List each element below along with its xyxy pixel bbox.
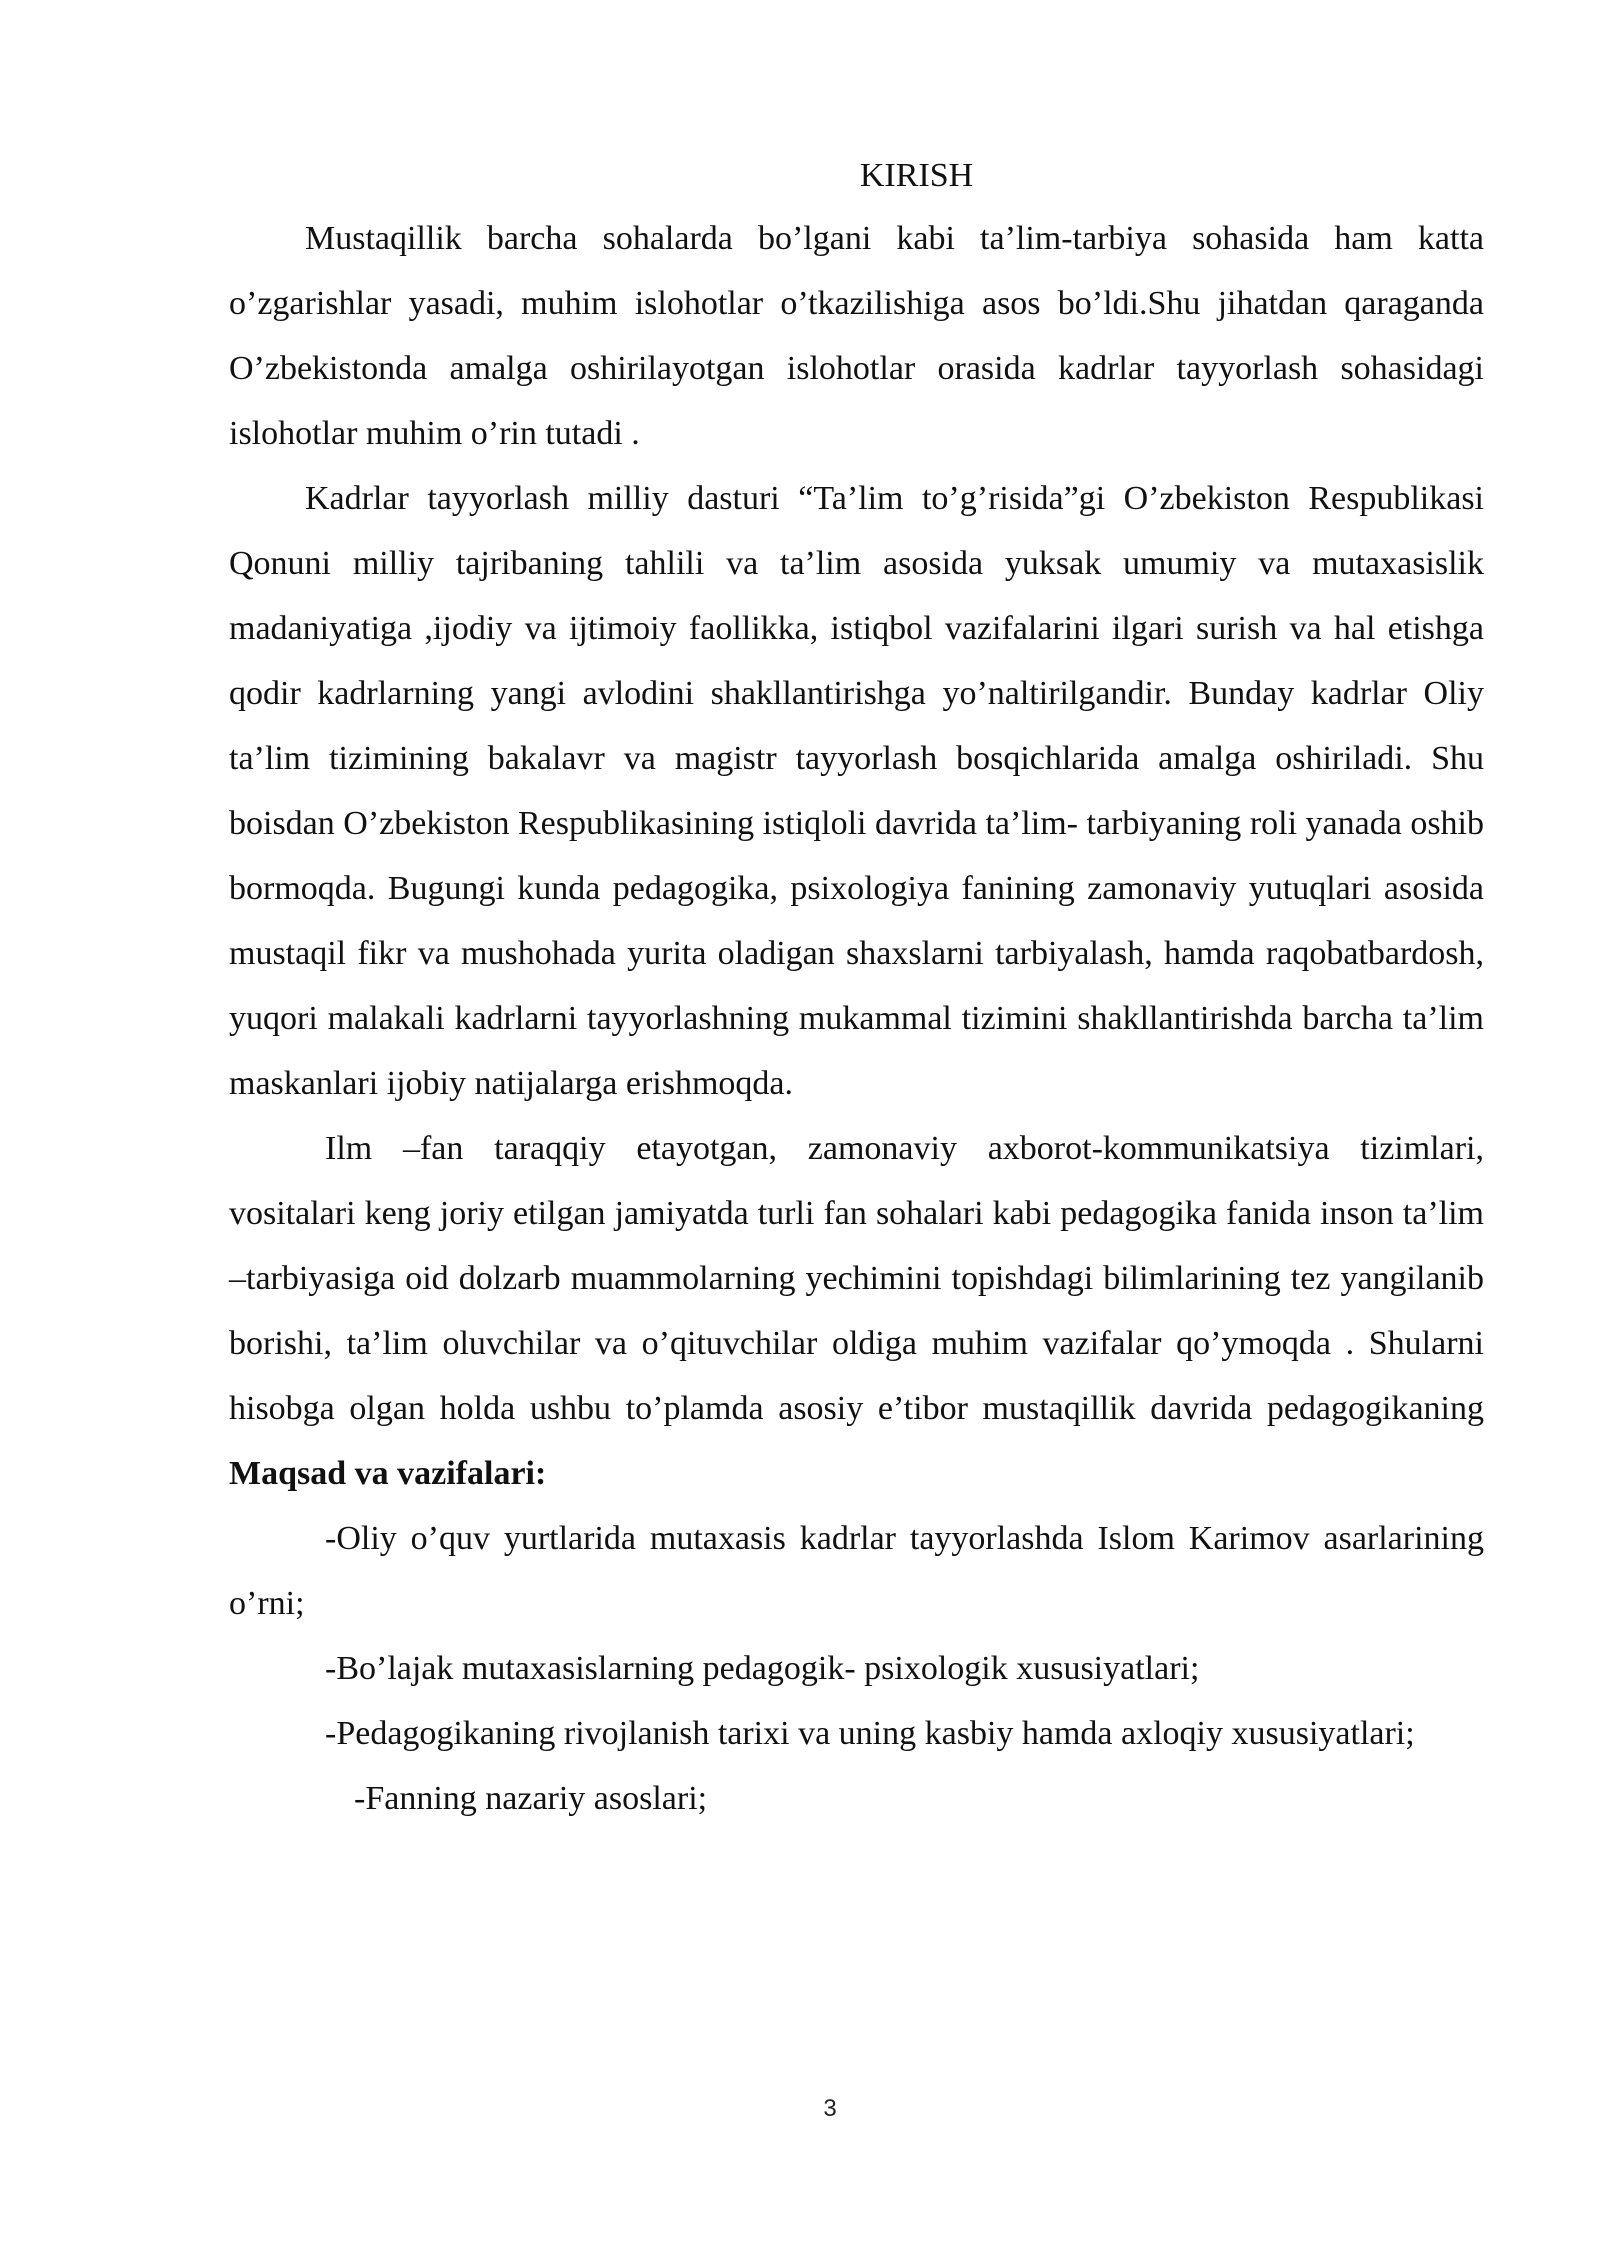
page-number: 3 <box>823 2095 837 2122</box>
paragraph-science <box>229 1116 1484 1506</box>
list-item: -Pedagogikaning rivojlanish tarixi va uning kasbiy hamda axloqiy xususiyatlari; <box>325 1715 1415 1752</box>
document-body <box>229 146 1484 1831</box>
paragraph-intro: Mustaqillik barcha sohalarda bo’lgani kabi ta’lim-tarbiya sohasida ham katta o’zgarishlar yasadi, muhim islohotlar o’tkazilishiga asos bo’ldi.Shu jihatdan qaraganda O’zbekistonda amalga oshirilayotgan islohotlar orasida kadrlar tayyorlash sohasidagi islohotlar muhim o’rin tutadi . <box>229 220 1484 452</box>
list-item: -Oliy o’quv yurtlarida mutaxasis kadrlar tayyorlashda Islom Karimov asarlarining o’rni; <box>229 1520 1484 1622</box>
page-title: KIRISH <box>859 157 974 194</box>
list-item: -Fanning nazariy asoslari; <box>354 1780 708 1817</box>
paragraph-science-text: Ilm –fan taraqqiy etayotgan, zamonaviy axborot-kommunikatsiya tizimlari, vositalari keng joriy etilgan jamiyatda turli fan sohalari kabi pedagogika fanida inson ta’lim –tarbiyasiga oid dolzarb muammolarning yechimini topishdagi bilimlarining tez yangilanib borishi, ta’lim oluvchilar va o’qituvchilar oldiga muhim vazifalar qo’ymoqda . Shularni hisobga olgan holda ushbu to’plamda asosiy e’tibor mustaqillik davrida pedagogikaning <box>229 1130 1484 1427</box>
paragraph-program: Kadrlar tayyorlash milliy dasturi “Ta’lim to’g’risida”gi O’zbekiston Respublikasi Qonuni milliy tajribaning tahlili va ta’lim asosida yuksak umumiy va mutaxasislik madaniyatiga ,ijodiy va ijtimoiy faollikka, istiqbol vazifalarini ilgari surish va hal etishga qodir kadrlarning yangi avlodini shakllantirishga yo’naltirilgandir. Bunday kadrlar Oliy ta’lim tizimining bakalavr va magistr tayyorlash bosqichlarida amalga oshiriladi. Shu boisdan O’zbekiston Respublikasining istiqloli davrida ta’lim- tarbiyaning roli yanada oshib bormoqda. Bugungi kunda pedagogika, psixologiya fanining zamonaviy yutuqlari asosida mustaqil fikr va mushohada yurita oladigan shaxslarni tarbiyalash, hamda raqobatbardosh, yuqori malakali kadrlarni tayyorlashning mukammal tizimini shakllantirishda barcha ta’lim maskanlari ijobiy natijalarga erishmoqda. <box>229 480 1484 1102</box>
goals-heading: Maqsad va vazifalari: <box>229 1455 547 1492</box>
list-item: -Bo’lajak mutaxasislarning pedagogik- psixologik xususiyatlari; <box>325 1650 1200 1687</box>
